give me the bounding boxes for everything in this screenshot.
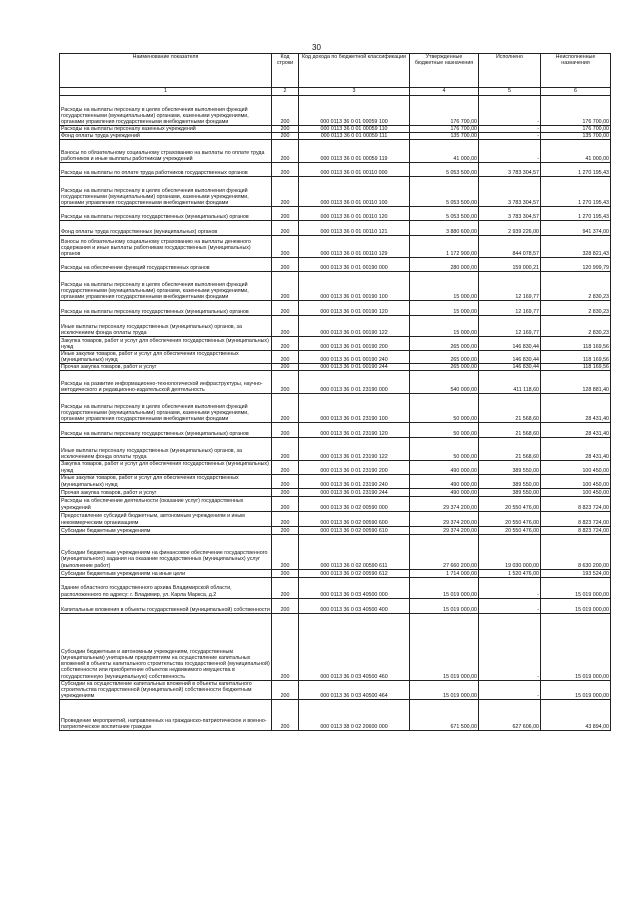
row-rest: 28 431,40 (541, 423, 611, 438)
table-row (60, 438, 611, 461)
row-name: Расходы на выплаты персоналу в целях обеспечения выполнения функций государственными (муниципальными) органами, казенными учреждениями, органами управления государственными внебюджетными фондами (60, 96, 272, 126)
row-kbk: 000 0113 36 0 03 40500 464 (299, 680, 410, 699)
table-row (60, 133, 611, 140)
table-row (60, 394, 611, 423)
row-code: 200 (272, 133, 299, 140)
row-code: 200 (272, 474, 299, 488)
row-name: Закупка товаров, работ и услуг для обеспечения государственных (муниципальных) нужд (60, 461, 272, 474)
row-approved: 15 019 000,00 (410, 680, 479, 699)
header-row (60, 54, 611, 88)
table-row (60, 680, 611, 699)
table-row (60, 351, 611, 364)
table-row (60, 301, 611, 316)
row-rest: 120 999,79 (541, 258, 611, 272)
row-approved: 50 000,00 (410, 423, 479, 438)
row-rest: 176 700,00 (541, 96, 611, 126)
row-kbk: 000 0113 36 0 01 00190 000 (299, 258, 410, 272)
table-row (60, 207, 611, 221)
table-row (60, 613, 611, 680)
row-done: - (479, 598, 541, 613)
table-row (60, 534, 611, 569)
row-name: Расходы на выплаты персоналу в целях обеспечения выполнения функций государственными (муниципальными) органами, казенными учреждениями, органами управления государственными внебюджетными фондами (60, 394, 272, 423)
row-code: 200 (272, 126, 299, 133)
row-kbk: 000 0113 36 0 01 23190 120 (299, 423, 410, 438)
table-row (60, 140, 611, 163)
row-kbk: 000 0113 36 0 01 23190 244 (299, 488, 410, 496)
row-approved: 1 172 900,00 (410, 236, 479, 258)
header-approved: Утвержденные бюджетные назначения (410, 54, 479, 88)
row-name: Иные закупки товаров, работ и услуг для обеспечения государственных (муниципальных) нужд (60, 351, 272, 364)
row-approved: 15 019 000,00 (410, 598, 479, 613)
row-done: 20 550 476,00 (479, 511, 541, 526)
row-done: - (479, 680, 541, 699)
row-approved: 50 000,00 (410, 438, 479, 461)
row-kbk: 000 0113 36 0 01 00110 120 (299, 207, 410, 221)
row-name: Расходы на обеспечение функций государственных органов (60, 258, 272, 272)
row-approved: 15 000,00 (410, 272, 479, 301)
row-kbk: 000 0113 36 0 01 00190 120 (299, 301, 410, 316)
row-rest: 2 830,23 (541, 301, 611, 316)
table-row (60, 598, 611, 613)
header-kbk: Код дохода по бюджетной классификации (299, 54, 410, 88)
row-approved: 41 000,00 (410, 140, 479, 163)
row-done: - (479, 577, 541, 598)
table-row (60, 371, 611, 394)
row-approved: 490 000,00 (410, 474, 479, 488)
table-row (60, 96, 611, 126)
row-kbk: 000 0113 36 0 01 23190 200 (299, 461, 410, 474)
budget-table (59, 53, 611, 731)
row-kbk: 000 0113 36 0 01 00059 119 (299, 140, 410, 163)
row-done: 20 550 476,00 (479, 496, 541, 511)
row-approved: 29 374 200,00 (410, 496, 479, 511)
row-code: 200 (272, 221, 299, 236)
row-code: 200 (272, 272, 299, 301)
row-kbk: 000 0113 36 0 01 23190 000 (299, 371, 410, 394)
row-kbk: 000 0113 36 0 01 00110 121 (299, 221, 410, 236)
table-row (60, 236, 611, 258)
table-row (60, 258, 611, 272)
row-approved: 29 374 200,00 (410, 511, 479, 526)
row-done: 12 169,77 (479, 301, 541, 316)
row-rest: 328 821,43 (541, 236, 611, 258)
row-kbk: 000 0113 36 0 01 00190 122 (299, 316, 410, 337)
row-name: Субсидии бюджетным и автономным учреждениям, государственным (муниципальным) унитарным предприятиям на осуществление капитальных вложений в объекты капитального строительства государственной (муниципальной) собственности или приобретение объектов недвижимого имущества в государственную (муниципальную) собственность (60, 613, 272, 680)
row-done: 12 169,77 (479, 316, 541, 337)
row-name: Прочая закупка товаров, работ и услуг (60, 488, 272, 496)
row-code: 200 (272, 699, 299, 730)
row-name: Иные закупки товаров, работ и услуг для обеспечения государственных (муниципальных) нужд (60, 474, 272, 488)
row-name: Расходы на выплаты по оплате труда работников государственных органов (60, 163, 272, 177)
row-done: 389 550,00 (479, 461, 541, 474)
row-done: 627 606,00 (479, 699, 541, 730)
row-name: Расходы на развитие информационно-технологической инфраструктуры, научно-методического и редакционно-издательской деятельность (60, 371, 272, 394)
row-approved: 265 000,00 (410, 364, 479, 371)
row-kbk: 000 0113 36 0 01 00190 100 (299, 272, 410, 301)
row-rest: 941 374,00 (541, 221, 611, 236)
col-number: 3 (299, 88, 410, 96)
row-kbk: 000 0113 36 0 01 00110 100 (299, 177, 410, 207)
row-name: Расходы на выплаты персоналу в целях обеспечения выполнения функций государственными (муниципальными) органами, казенными учреждениями, органами управления государственными внебюджетными фондами (60, 272, 272, 301)
table-row (60, 474, 611, 488)
row-name: Расходы на выплаты персоналу в целях обеспечения выполнения функций государственными (муниципальными) органами, казенными учреждениями, органами управления государственными внебюджетными фондами (60, 177, 272, 207)
row-rest: 8 823 724,00 (541, 526, 611, 534)
row-done: 411 118,60 (479, 371, 541, 394)
row-kbk: 000 0113 36 0 03 40500 000 (299, 577, 410, 598)
row-approved: 5 053 500,00 (410, 163, 479, 177)
row-code: 200 (272, 236, 299, 258)
row-name: Закупка товаров, работ и услуг для обеспечения государственных (муниципальных) нужд (60, 337, 272, 351)
row-name: Расходы на выплаты персоналу государственных (муниципальных) органов (60, 207, 272, 221)
row-rest: 118 169,56 (541, 351, 611, 364)
table-row (60, 364, 611, 371)
row-approved: 15 019 000,00 (410, 613, 479, 680)
row-done: 12 169,77 (479, 272, 541, 301)
header-name: Наименование показателя (60, 54, 272, 88)
row-rest: 15 019 000,00 (541, 613, 611, 680)
row-rest: 1 270 195,43 (541, 177, 611, 207)
row-kbk: 000 0113 36 0 01 00059 100 (299, 96, 410, 126)
row-done: 19 030 000,00 (479, 534, 541, 569)
row-kbk: 000 0113 36 0 02 00590 600 (299, 511, 410, 526)
row-code: 200 (272, 680, 299, 699)
row-done: 1 520 476,00 (479, 569, 541, 577)
table-body (60, 96, 611, 731)
table-row (60, 423, 611, 438)
row-name: Капитальные вложения в объекты государственной (муниципальной) собственности (60, 598, 272, 613)
table-row (60, 488, 611, 496)
row-done: - (479, 613, 541, 680)
row-kbk: 000 0113 36 0 01 23190 240 (299, 474, 410, 488)
row-approved: 265 000,00 (410, 351, 479, 364)
row-done: 389 550,00 (479, 488, 541, 496)
row-done: 3 783 304,57 (479, 207, 541, 221)
row-code: 200 (272, 438, 299, 461)
row-done: 21 568,60 (479, 438, 541, 461)
row-code: 200 (272, 534, 299, 569)
row-done: - (479, 126, 541, 133)
row-approved: 15 019 000,00 (410, 577, 479, 598)
table-row (60, 496, 611, 511)
row-kbk: 000 0113 36 0 01 00059 111 (299, 133, 410, 140)
row-kbk: 000 0113 36 0 02 00590 612 (299, 569, 410, 577)
row-code: 200 (272, 177, 299, 207)
table-row (60, 177, 611, 207)
row-kbk: 000 0113 36 0 01 00059 110 (299, 126, 410, 133)
row-rest: 100 450,00 (541, 474, 611, 488)
row-name: Предоставление субсидий бюджетным, автономным учреждениям и иным некоммерческим организациям (60, 511, 272, 526)
row-name: Расходы на выплаты персоналу государственных (муниципальных) органов (60, 423, 272, 438)
row-name: Субсидии бюджетным учреждениям (60, 526, 272, 534)
row-kbk: 000 0113 36 0 02 00590 610 (299, 526, 410, 534)
row-code: 200 (272, 613, 299, 680)
row-rest: 193 524,00 (541, 569, 611, 577)
row-approved: 490 000,00 (410, 461, 479, 474)
row-code: 200 (272, 394, 299, 423)
col-number: 2 (272, 88, 299, 96)
row-kbk: 000 0113 36 0 01 00190 240 (299, 351, 410, 364)
row-approved: 671 500,00 (410, 699, 479, 730)
row-approved: 540 000,00 (410, 371, 479, 394)
row-code: 200 (272, 577, 299, 598)
row-name: Расходы на выплаты персоналу государственных (муниципальных) органов (60, 301, 272, 316)
table-row (60, 272, 611, 301)
row-done: 20 550 476,00 (479, 526, 541, 534)
row-name: Иные выплаты персоналу государственных (муниципальных) органов, за исключением фонда оплаты труда (60, 316, 272, 337)
row-name: Расходы на выплаты персоналу казенных учреждений (60, 126, 272, 133)
row-rest: 41 000,00 (541, 140, 611, 163)
table-row (60, 577, 611, 598)
row-rest: 2 830,23 (541, 272, 611, 301)
row-approved: 1 714 000,00 (410, 569, 479, 577)
row-name: Взносы по обязательному социальному страхованию на выплаты денежного содержания и иные выплаты работникам государственных (муниципальных) органов (60, 236, 272, 258)
row-rest: 43 894,00 (541, 699, 611, 730)
row-rest: 15 019 000,00 (541, 680, 611, 699)
row-rest: 8 630 200,00 (541, 534, 611, 569)
row-approved: 176 700,00 (410, 96, 479, 126)
row-code: 200 (272, 364, 299, 371)
row-done: 146 830,44 (479, 364, 541, 371)
row-approved: 265 000,00 (410, 337, 479, 351)
row-kbk: 000 0113 36 0 03 40500 460 (299, 613, 410, 680)
row-approved: 280 000,00 (410, 258, 479, 272)
row-code: 200 (272, 598, 299, 613)
column-number-row (60, 88, 611, 96)
table-row (60, 699, 611, 730)
row-done: 2 939 226,00 (479, 221, 541, 236)
table-row (60, 221, 611, 236)
col-number: 1 (60, 88, 272, 96)
row-rest: 100 450,00 (541, 488, 611, 496)
row-done: - (479, 133, 541, 140)
row-rest: 15 019 000,00 (541, 598, 611, 613)
row-code: 200 (272, 207, 299, 221)
row-name: Фонд оплаты труда государственных (муниципальных) органов (60, 221, 272, 236)
row-kbk: 000 0113 36 0 01 23190 122 (299, 438, 410, 461)
row-rest: 28 431,40 (541, 394, 611, 423)
row-rest: 128 881,40 (541, 371, 611, 394)
row-rest: 1 270 195,43 (541, 207, 611, 221)
row-approved: 15 000,00 (410, 316, 479, 337)
row-rest: 15 019 000,00 (541, 577, 611, 598)
row-rest: 118 169,56 (541, 337, 611, 351)
row-done: - (479, 96, 541, 126)
header-rest: Неисполненные назначения (541, 54, 611, 88)
row-rest: 100 450,00 (541, 461, 611, 474)
row-kbk: 000 0113 36 0 02 00590 000 (299, 496, 410, 511)
row-approved: 5 053 500,00 (410, 207, 479, 221)
table-row (60, 163, 611, 177)
row-code: 200 (272, 337, 299, 351)
row-approved: 490 000,00 (410, 488, 479, 496)
row-approved: 29 374 200,00 (410, 526, 479, 534)
table-row (60, 526, 611, 534)
row-code: 200 (272, 163, 299, 177)
row-code: 200 (272, 526, 299, 534)
row-rest: 28 431,40 (541, 438, 611, 461)
row-approved: 176 700,00 (410, 126, 479, 133)
row-code: 200 (272, 511, 299, 526)
col-number: 6 (541, 88, 611, 96)
row-code: 200 (272, 461, 299, 474)
row-rest: 2 830,23 (541, 316, 611, 337)
row-code: 200 (272, 351, 299, 364)
row-code: 200 (272, 140, 299, 163)
row-code: 200 (272, 96, 299, 126)
row-rest: 118 169,56 (541, 364, 611, 371)
row-rest: 135 700,00 (541, 133, 611, 140)
row-done: 146 830,44 (479, 337, 541, 351)
page-number: 30 (312, 43, 321, 52)
header-code: Код строки (272, 54, 299, 88)
row-name: Фонд оплаты труда учреждений (60, 133, 272, 140)
row-code: 200 (272, 316, 299, 337)
row-rest: 8 823 724,00 (541, 511, 611, 526)
row-code: 200 (272, 496, 299, 511)
row-done: 21 568,60 (479, 423, 541, 438)
row-name: Взносы по обязательному социальному страхованию на выплаты по оплате труда работников и иные выплаты работникам учреждений (60, 140, 272, 163)
row-approved: 50 000,00 (410, 394, 479, 423)
row-done: - (479, 140, 541, 163)
row-kbk: 000 0113 36 0 01 00190 200 (299, 337, 410, 351)
row-name: Расходы на обеспечение деятельности (оказание услуг) государственных учреждений (60, 496, 272, 511)
row-done: 844 078,57 (479, 236, 541, 258)
row-rest: 1 270 195,43 (541, 163, 611, 177)
row-code: 200 (272, 301, 299, 316)
row-rest: 8 823 724,00 (541, 496, 611, 511)
row-code: 200 (272, 569, 299, 577)
row-kbk: 000 0113 36 0 03 40500 400 (299, 598, 410, 613)
row-rest: 176 700,00 (541, 126, 611, 133)
row-kbk: 000 0113 36 0 01 00110 000 (299, 163, 410, 177)
row-code: 200 (272, 488, 299, 496)
row-done: 3 783 304,57 (479, 163, 541, 177)
row-done: 21 568,60 (479, 394, 541, 423)
row-name: Субсидии бюджетным учреждениям на иные цели (60, 569, 272, 577)
row-name: Прочая закупка товаров, работ и услуг (60, 364, 272, 371)
row-kbk: 000 0113 36 0 01 23190 100 (299, 394, 410, 423)
col-number: 5 (479, 88, 541, 96)
table-row (60, 126, 611, 133)
row-approved: 5 053 500,00 (410, 177, 479, 207)
table-row (60, 316, 611, 337)
row-approved: 27 660 200,00 (410, 534, 479, 569)
row-kbk: 000 0113 38 0 02 20600 000 (299, 699, 410, 730)
header-done: Исполнено (479, 54, 541, 88)
row-done: 146 830,44 (479, 351, 541, 364)
row-approved: 3 880 600,00 (410, 221, 479, 236)
row-name: Иные выплаты персоналу государственных (муниципальных) органов, за исключением фонда оплаты труда (60, 438, 272, 461)
row-done: 389 550,00 (479, 474, 541, 488)
row-code: 200 (272, 371, 299, 394)
table-row (60, 337, 611, 351)
row-approved: 15 000,00 (410, 301, 479, 316)
row-code: 200 (272, 423, 299, 438)
row-kbk: 000 0113 36 0 01 00110 129 (299, 236, 410, 258)
row-kbk: 000 0113 36 0 02 00590 611 (299, 534, 410, 569)
table-row (60, 461, 611, 474)
row-name: Здание областного государственного архива Владимирской области, расположенного по адресу: г. Владимир, ул. Карла Маркса, д.2 (60, 577, 272, 598)
row-done: 3 783 304,57 (479, 177, 541, 207)
row-done: 159 000,21 (479, 258, 541, 272)
col-number: 4 (410, 88, 479, 96)
table-row (60, 569, 611, 577)
table-row (60, 511, 611, 526)
row-name: Проведение мероприятий, направленных на гражданско-патриотическое и военно-патриотическое воспитание граждан (60, 699, 272, 730)
row-code: 200 (272, 258, 299, 272)
row-kbk: 000 0113 36 0 01 00190 244 (299, 364, 410, 371)
row-name: Субсидии на осуществление капитальных вложений в объекты капитального строительства государственной (муниципальной) собственности бюджетным учреждениям (60, 680, 272, 699)
row-approved: 135 700,00 (410, 133, 479, 140)
row-name: Субсидии бюджетным учреждениям на финансовое обеспечение государственного (муниципального) задания на оказание государственных (муниципальных) услуг (выполнение работ) (60, 534, 272, 569)
